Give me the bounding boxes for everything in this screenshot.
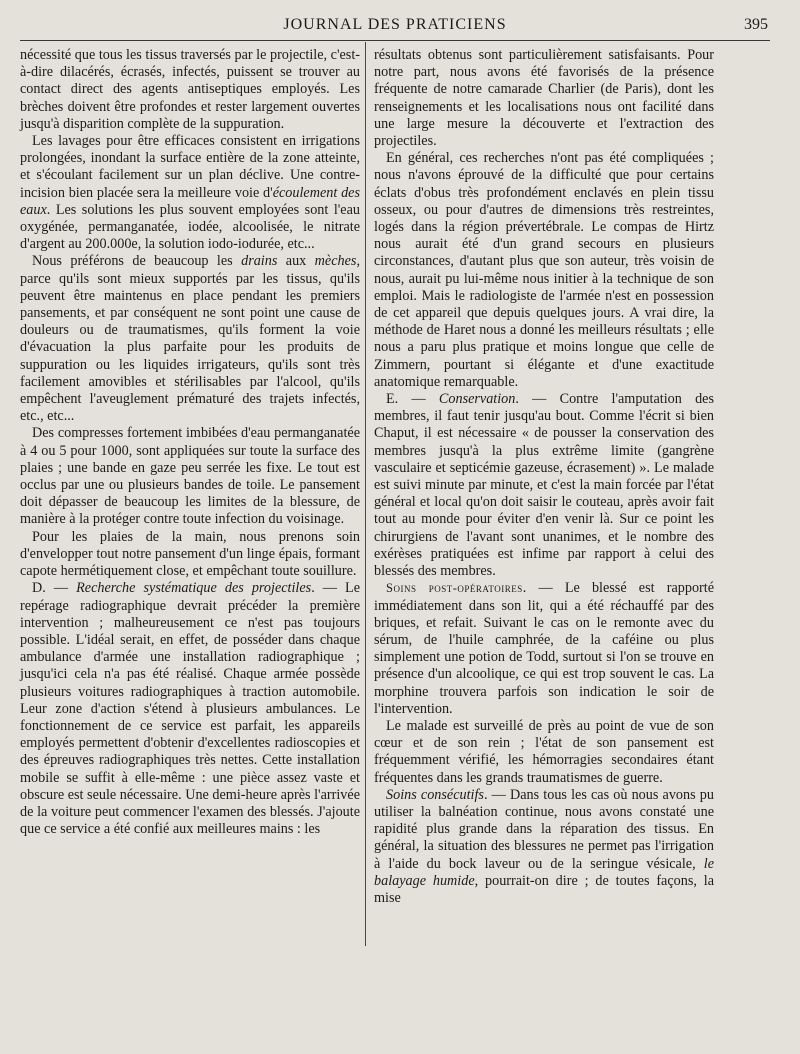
page-number: 395 bbox=[744, 16, 768, 33]
page-header bbox=[22, 14, 768, 38]
paragraph: Soins post-opératoires. — Le blessé est rapporté immédiatement dans son lit, qui a été réchauffé par des briques, et refait. Suivant le cas on le remonte avec du sérum, de l'huile camphrée, de la caféine ou plus simplement une potion de Todd, surtout si l'on se trouve en présence d'un alcoolique, ce qui est trop souvent le cas. La morphine trouvera parfois son indication le soir de l'intervention. bbox=[374, 580, 715, 717]
header-rule bbox=[20, 40, 770, 41]
column-divider bbox=[365, 42, 366, 946]
paragraph: Le malade est surveillé de près au point de vue de son cœur et de son rein ; l'état de son pansement est fréquemment vérifié, les hémorragies secondaires étant fréquentes dans les grands traumatismes de guerre. bbox=[374, 717, 714, 786]
section-d: D. — Recherche systématique des projectiles. — Le repérage radiographique devrait précéder la première intervention ; malheureusement ce n'est pas toujours possible. L'idéal serait, en effet, de posséder dans chaque ambulance d'armée une installation radiographique ; jusqu'ici cela n'a pas été réalisé. Chaque armée possède plusieurs voitures radiographiques à traction automobile. Leur zone d'action s'étend à plusieurs ambulances. Le fonctionnement de ce service est parfait, les appareils employés permettent d'obtenir d'excellentes radioscopies et des épreuves radiographiques très nettes. Cette installation mobile se suffit à elle-même : une pièce assez vaste et obscure est seule nécessaire. Une demi-heure après l'arrivée de la voiture peut commencer l'examen des blessés. J'ajoute que ce service a été confié aux meilleures mains : les bbox=[20, 580, 361, 838]
journal-title: JOURNAL DES PRATICIENS bbox=[283, 16, 507, 33]
paragraph: Soins consécutifs. — Dans tous les cas où nous avons pu utiliser la balnéation continue, nous avons constaté une rapidité plus grande dans la réparation des tissus. En général, la situation des blessures ne permet pas l'irrigation à l'aide du bock laveur ou de la seringue vésicale, le balayage humide, pourrait-on dire ; de toutes façons, la mise bbox=[374, 786, 714, 906]
left-column bbox=[20, 47, 360, 838]
section-e: E. — Conservation. — Contre l'amputation des membres, il faut tenir jusqu'au bout. Comme l'écrit si bien Chaput, il est nécessaire « de pousser la conservation des membres jusqu'à la plus extrême limite (gangrène vasculaire et septicémie gazeuse, écrasement) ». Le malade est suivi minute par minute, et c'est la main forcée par l'état général et local qu'on doit saisir le couteau, après avoir fait tout au monde pour éviter d'en venir là. Sur ce point les chirurgiens de l'avant sont unanimes, et le nombre des exérèses pratiquées est infime par rapport à celui des blessés des membres. bbox=[374, 391, 714, 580]
paragraph: Nous préférons de beaucoup les drains aux mèches, parce qu'ils sont mieux supportés par les tissus, qu'ils peuvent être maintenus en place pendant les premiers pansements, et par conséquent ne sont point une cause de douleurs ou de traumatismes, qu'ils forment la voie d'évacuation la plus parfaite pour les produits de suppuration ou les liquides irrigateurs, qu'ils sont très facilement amovibles et stérilisables par l'alcool, qu'ils empêchent l'aveuglement prématuré des trajets infectés, etc., etc... bbox=[20, 253, 360, 425]
paragraph: Pour les plaies de la main, nous prenons soin d'envelopper tout notre pansement d'un linge épais, formant capote hermétiquement close, et empêchant toute souillure. bbox=[20, 528, 360, 580]
paragraph: En général, ces recherches n'ont pas été compliquées ; nous n'avons éprouvé de la difficulté que pour certains éclats d'obus très profondément enclavés en plein tissu osseux, ou pour d'autres de dimensions très restreintes, logés dans la région prévertébrale. Le compas de Hirtz nous aurait été d'un grand secours en plusieurs circonstances, d'autant plus que son auteur, très voisin de nous, aurait pu lui-même nous initier à la technique de son emploi. Mais le radiologiste de l'armée n'est en possession de cet appareil que depuis quelques jours. A vrai dire, la méthode de Haret nous a donné les meilleurs résultats ; elle nous a paru plus pratique et moins longue que celle de Zimmern, pourtant si élégante et d'une exactitude anatomique remarquable. bbox=[374, 150, 714, 390]
paragraph: nécessité que tous les tissus traversés par le projectile, c'est-à-dire dilacérés, écrasés, infectés, puissent se trouver au contact direct des agents antiseptiques employés. Les brèches doivent être profondes et rester largement ouvertes jusqu'à disparition complète de la suppuration. bbox=[20, 47, 360, 132]
right-column bbox=[374, 47, 714, 907]
paragraph: Les lavages pour être efficaces consistent en irrigations prolongées, inondant la surface entière de la zone atteinte, et s'écoulant facilement sur un plan déclive. Une contre-incision bien placée sera la meilleure voie d'écoulement des eaux. Les solutions les plus souvent employées sont l'eau oxygénée, permanganatée, iodée, alcoolisée, le nitrate d'argent au 200.000e, la solution iodo-iodurée, etc... bbox=[20, 133, 360, 253]
paragraph: résultats obtenus sont particulièrement satisfaisants. Pour notre part, nous avons été favorisés de la présence fréquente de notre camarade Charlier (de Paris), dont les renseignements et les localisations nous ont facilité dans une large mesure la découverte et l'extraction des projectiles. bbox=[374, 47, 714, 150]
paragraph: Des compresses fortement imbibées d'eau permanganatée à 4 ou 5 pour 1000, sont appliquées sur toute la surface des plaies ; une bande en gaze peu serrée les fixe. Le tout est occlus par une ou plusieurs bandes de toile. Le pansement doit dépasser de beaucoup les limites de la blessure, de manière à la protéger contre toute infection du voisinage. bbox=[20, 425, 360, 528]
